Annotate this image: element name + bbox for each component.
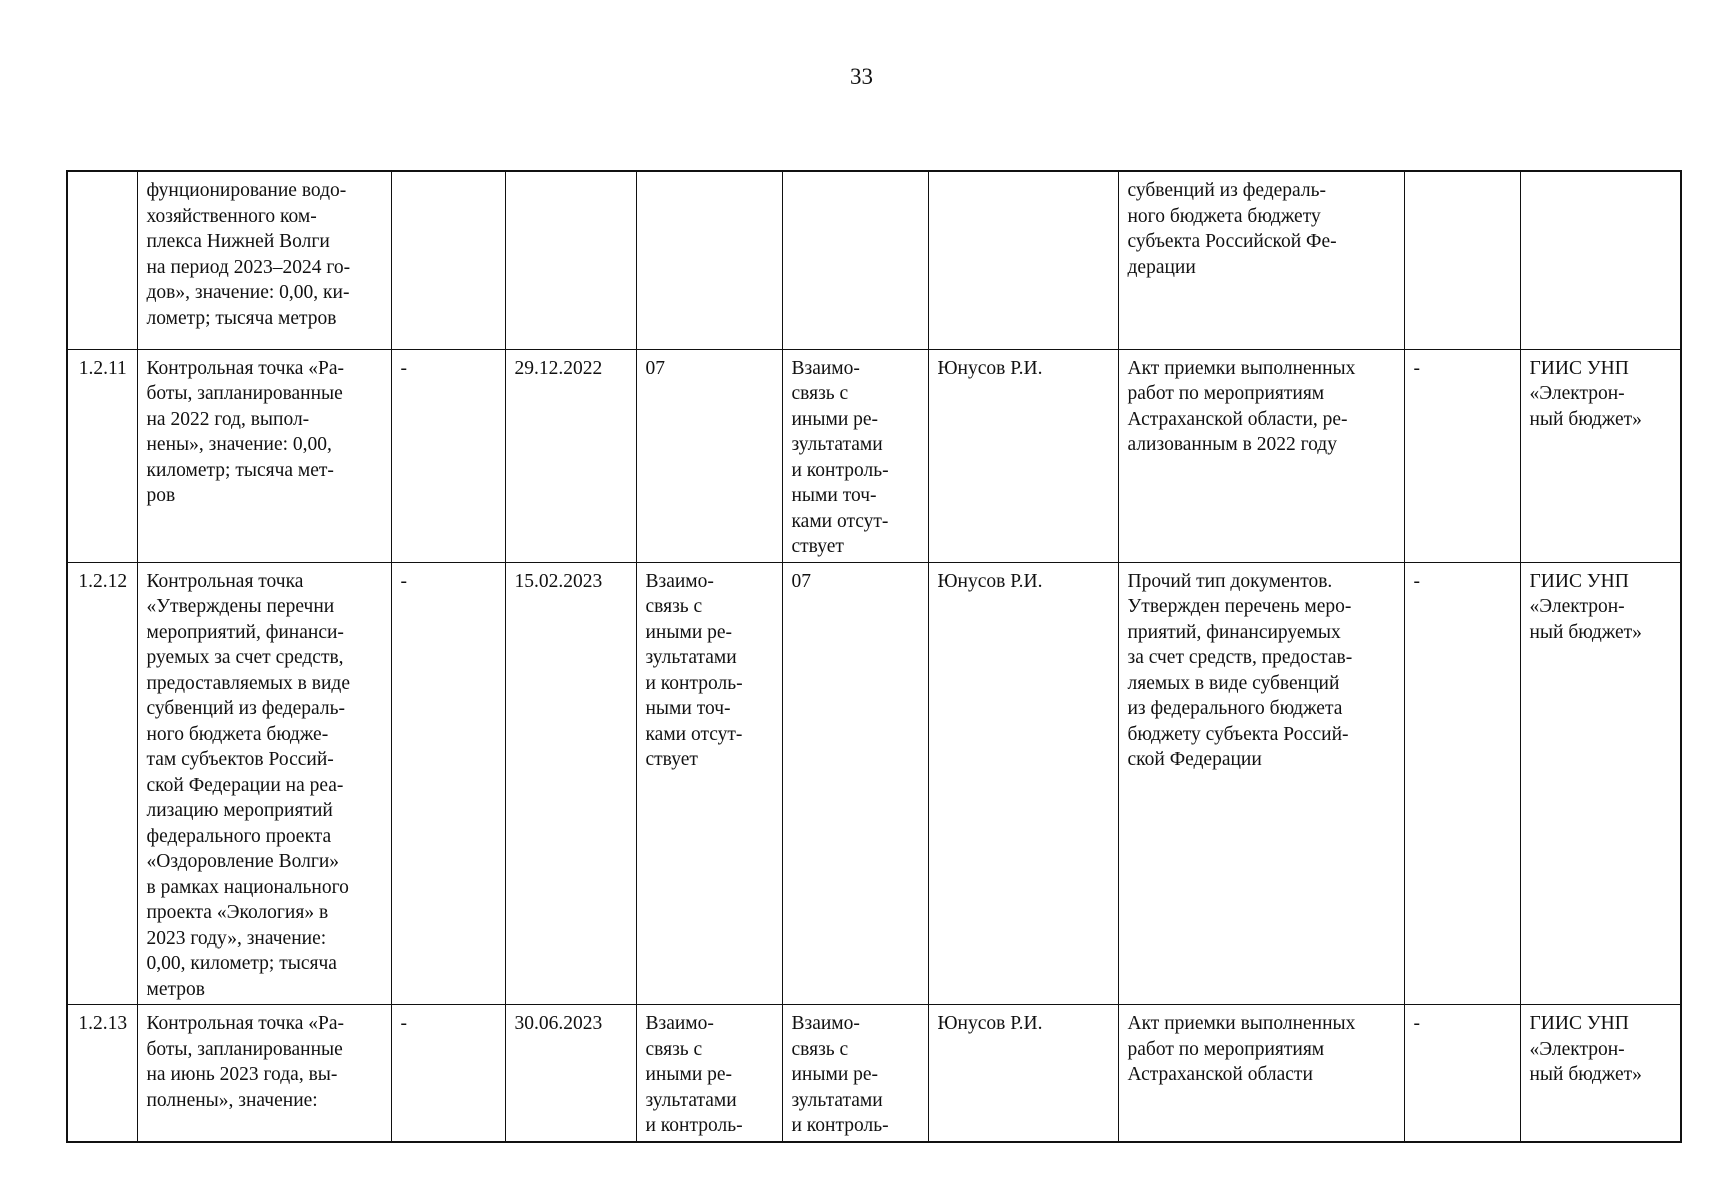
column-6-cell — [782, 349, 928, 562]
row-number-cell — [67, 171, 137, 349]
responsible-cell — [928, 349, 1118, 562]
date-value: 30.06.2023 — [514, 1013, 603, 1034]
responsible-cell — [928, 562, 1118, 1005]
document-cell — [1118, 349, 1404, 562]
responsible-cell — [928, 171, 1118, 349]
column-9-cell — [1404, 349, 1520, 562]
column-3-value: - — [400, 570, 407, 592]
column-5-cell — [636, 171, 782, 349]
column-6-value: Взаимо- связь с иными ре- зультатами и контроль- ными точ- ками отсут- ствует — [791, 357, 889, 557]
responsible-person: Юнусов Р.И. — [937, 1013, 1043, 1034]
information-system: ГИИС УНП «Электрон- ный бюджет» — [1529, 570, 1642, 643]
column-6-cell — [782, 562, 928, 1005]
column-3-value: - — [400, 1013, 407, 1034]
column-3-cell — [391, 562, 505, 1005]
document-cell — [1118, 1005, 1404, 1142]
column-6-cell — [782, 171, 928, 349]
row-number-cell — [67, 562, 137, 1005]
column-5-value: Взаимо- связь с иными ре- зультатами и контроль- ными точ- ками отсут- ствует — [645, 570, 743, 770]
column-6-cell — [782, 1005, 928, 1142]
information-system: ГИИС УНП «Электрон- ный бюджет» — [1529, 357, 1642, 430]
column-9-value: - — [1413, 570, 1420, 592]
document-type: Акт приемки выполненных работ по мероприятиям Астраханской области, ре- ализованным в 2022 году — [1127, 357, 1356, 455]
control-points-table — [66, 170, 1682, 1143]
information-system-cell — [1520, 171, 1681, 349]
date-value: 29.12.2022 — [514, 357, 603, 379]
control-point-name: Контрольная точка «Ра- боты, запланированные на 2022 год, выпол- нены», значение: 0,00, километр; тысяча мет- ров — [146, 357, 345, 506]
date-cell — [505, 349, 636, 562]
column-9-cell — [1404, 171, 1520, 349]
column-6-value: Взаимо- связь с иными ре- зультатами и контроль- — [791, 1013, 889, 1136]
control-point-name: Контрольная точка «Утверждены перечни мероприятий, финанси- руемых за счет средств, предоставляемых в виде субвенций из федераль- ного бюджета бюдже- там субъектов Россий- ской Федерации на реа- лизацию мероприятий федерального проекта «Оздоровление Волги» в рамках национального проекта «Экология» в 2023 году», значение: 0,00, километр; тысяча метров — [146, 570, 350, 1000]
column-3-cell — [391, 171, 505, 349]
column-3-value: - — [400, 357, 407, 379]
row-number-cell — [67, 349, 137, 562]
document-type: субвенций из федераль- ного бюджета бюджету субъекта Российской Фе- дерации — [1127, 180, 1337, 278]
column-6-value: 07 — [791, 570, 811, 592]
information-system-cell — [1520, 349, 1681, 562]
responsible-cell — [928, 1005, 1118, 1142]
table-row — [67, 562, 1681, 1005]
column-3-cell — [391, 349, 505, 562]
column-5-value: Взаимо- связь с иными ре- зультатами и контроль- — [645, 1013, 743, 1136]
control-point-name: Контрольная точка «Ра- боты, запланированные на июнь 2023 года, вы- полнены», значение: — [146, 1013, 345, 1111]
column-9-value: - — [1413, 357, 1420, 379]
table-row — [67, 349, 1681, 562]
column-9-value: - — [1413, 1013, 1420, 1034]
control-point-name-cell — [137, 1005, 391, 1142]
document-type: Акт приемки выполненных работ по мероприятиям Астраханской области — [1127, 1013, 1356, 1085]
information-system-cell — [1520, 1005, 1681, 1142]
date-cell — [505, 1005, 636, 1142]
column-5-value: 07 — [645, 357, 665, 379]
column-9-cell — [1404, 562, 1520, 1005]
control-point-name-cell — [137, 171, 391, 349]
table-row — [67, 171, 1681, 349]
control-point-name: фунционирование водо- хозяйственного ком- плекса Нижней Волги на период 2023–2024 го- дов», значение: 0,00, ки- лометр; тысяча метров — [146, 180, 351, 329]
column-5-cell — [636, 349, 782, 562]
responsible-person: Юнусов Р.И. — [937, 357, 1043, 379]
table-row — [67, 1005, 1681, 1142]
information-system-cell — [1520, 562, 1681, 1005]
document-type: Прочий тип документов. Утвержден перечень меро- приятий, финансируемых за счет средств, предостав- ляемых в виде субвенций из федерального бюджета бюджету субъекта Россий- ской Федерации — [1127, 570, 1353, 770]
column-3-cell — [391, 1005, 505, 1142]
row-number: 1.2.11 — [78, 357, 127, 379]
document-cell — [1118, 562, 1404, 1005]
column-5-cell — [636, 1005, 782, 1142]
document-cell — [1118, 171, 1404, 349]
date-cell — [505, 171, 636, 349]
date-value: 15.02.2023 — [514, 570, 603, 592]
row-number: 1.2.12 — [78, 570, 128, 592]
column-5-cell — [636, 562, 782, 1005]
control-point-name-cell — [137, 562, 391, 1005]
responsible-person: Юнусов Р.И. — [937, 570, 1043, 592]
control-point-name-cell — [137, 349, 391, 562]
row-number-cell — [67, 1005, 137, 1142]
date-cell — [505, 562, 636, 1005]
page-number: 33 — [850, 64, 873, 89]
information-system: ГИИС УНП «Электрон- ный бюджет» — [1529, 1013, 1642, 1085]
column-9-cell — [1404, 1005, 1520, 1142]
row-number: 1.2.13 — [78, 1013, 128, 1034]
